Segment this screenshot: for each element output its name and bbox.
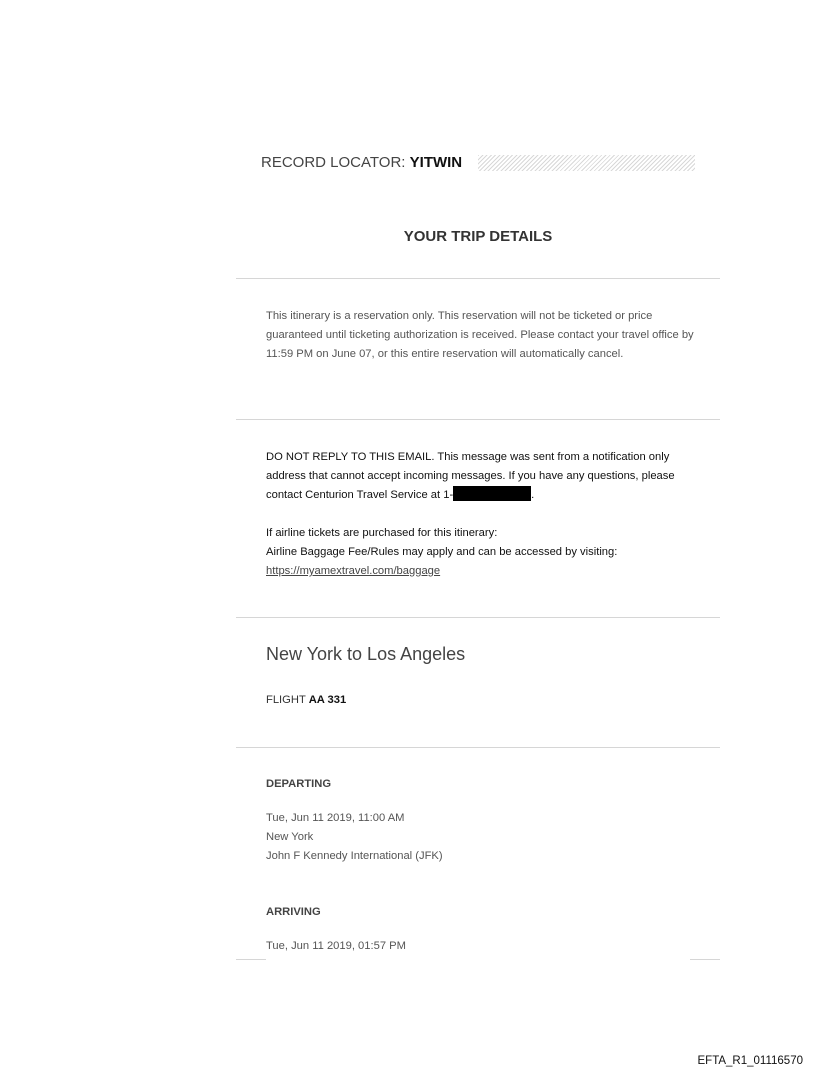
record-locator-label: RECORD LOCATOR: <box>261 154 410 171</box>
record-locator-code: YITWIN <box>409 154 463 171</box>
route-title: New York to Los Angeles <box>266 644 466 664</box>
divider <box>236 419 720 420</box>
arriving-details <box>266 937 696 956</box>
no-reply-text: DO NOT REPLY TO THIS EMAIL. This message was sent from a notification only address that cannot accept incoming messages. If you have any questions, please contact Centurion Travel Service at 1- <box>266 451 675 501</box>
baggage-line-1: If airline tickets are purchased for this itinerary: <box>266 527 498 539</box>
flight-label: FLIGHT <box>266 694 309 706</box>
departing-label: DEPARTING <box>266 778 332 790</box>
divider-fragment <box>236 959 266 960</box>
departing-details <box>266 809 696 866</box>
flight-number <box>266 694 346 706</box>
record-locator <box>261 154 462 171</box>
arriving-label: ARRIVING <box>266 906 321 918</box>
arriving-datetime: Tue, Jun 11 2019, 01:57 PM <box>266 940 406 952</box>
baggage-info <box>266 524 696 581</box>
document-id: EFTA_R1_01116570 <box>697 1055 803 1067</box>
no-reply-notice <box>266 448 696 505</box>
hatched-bar <box>478 155 695 171</box>
no-reply-end: . <box>531 489 535 501</box>
divider <box>236 617 720 618</box>
flight-code: AA 331 <box>308 694 347 706</box>
divider-fragment <box>690 959 720 960</box>
departing-airport: John F Kennedy International (JFK) <box>266 850 443 862</box>
baggage-link[interactable]: https://myamextravel.com/baggage <box>266 565 441 577</box>
redacted-phone <box>453 486 531 501</box>
departing-datetime: Tue, Jun 11 2019, 11:00 AM <box>266 812 405 824</box>
reservation-notice: This itinerary is a reservation only. This reservation will not be ticketed or price guaranteed until ticketing authorization is received. Please contact your travel office by 11:59 PM on June 07, or this entire reservation will automatically cancel. <box>266 310 694 360</box>
departing-city: New York <box>266 831 314 843</box>
baggage-line-2: Airline Baggage Fee/Rules may apply and can be accessed by visiting: <box>266 546 618 558</box>
divider <box>236 747 720 748</box>
trip-details-heading: YOUR TRIP DETAILS <box>403 228 553 245</box>
divider <box>236 278 720 279</box>
